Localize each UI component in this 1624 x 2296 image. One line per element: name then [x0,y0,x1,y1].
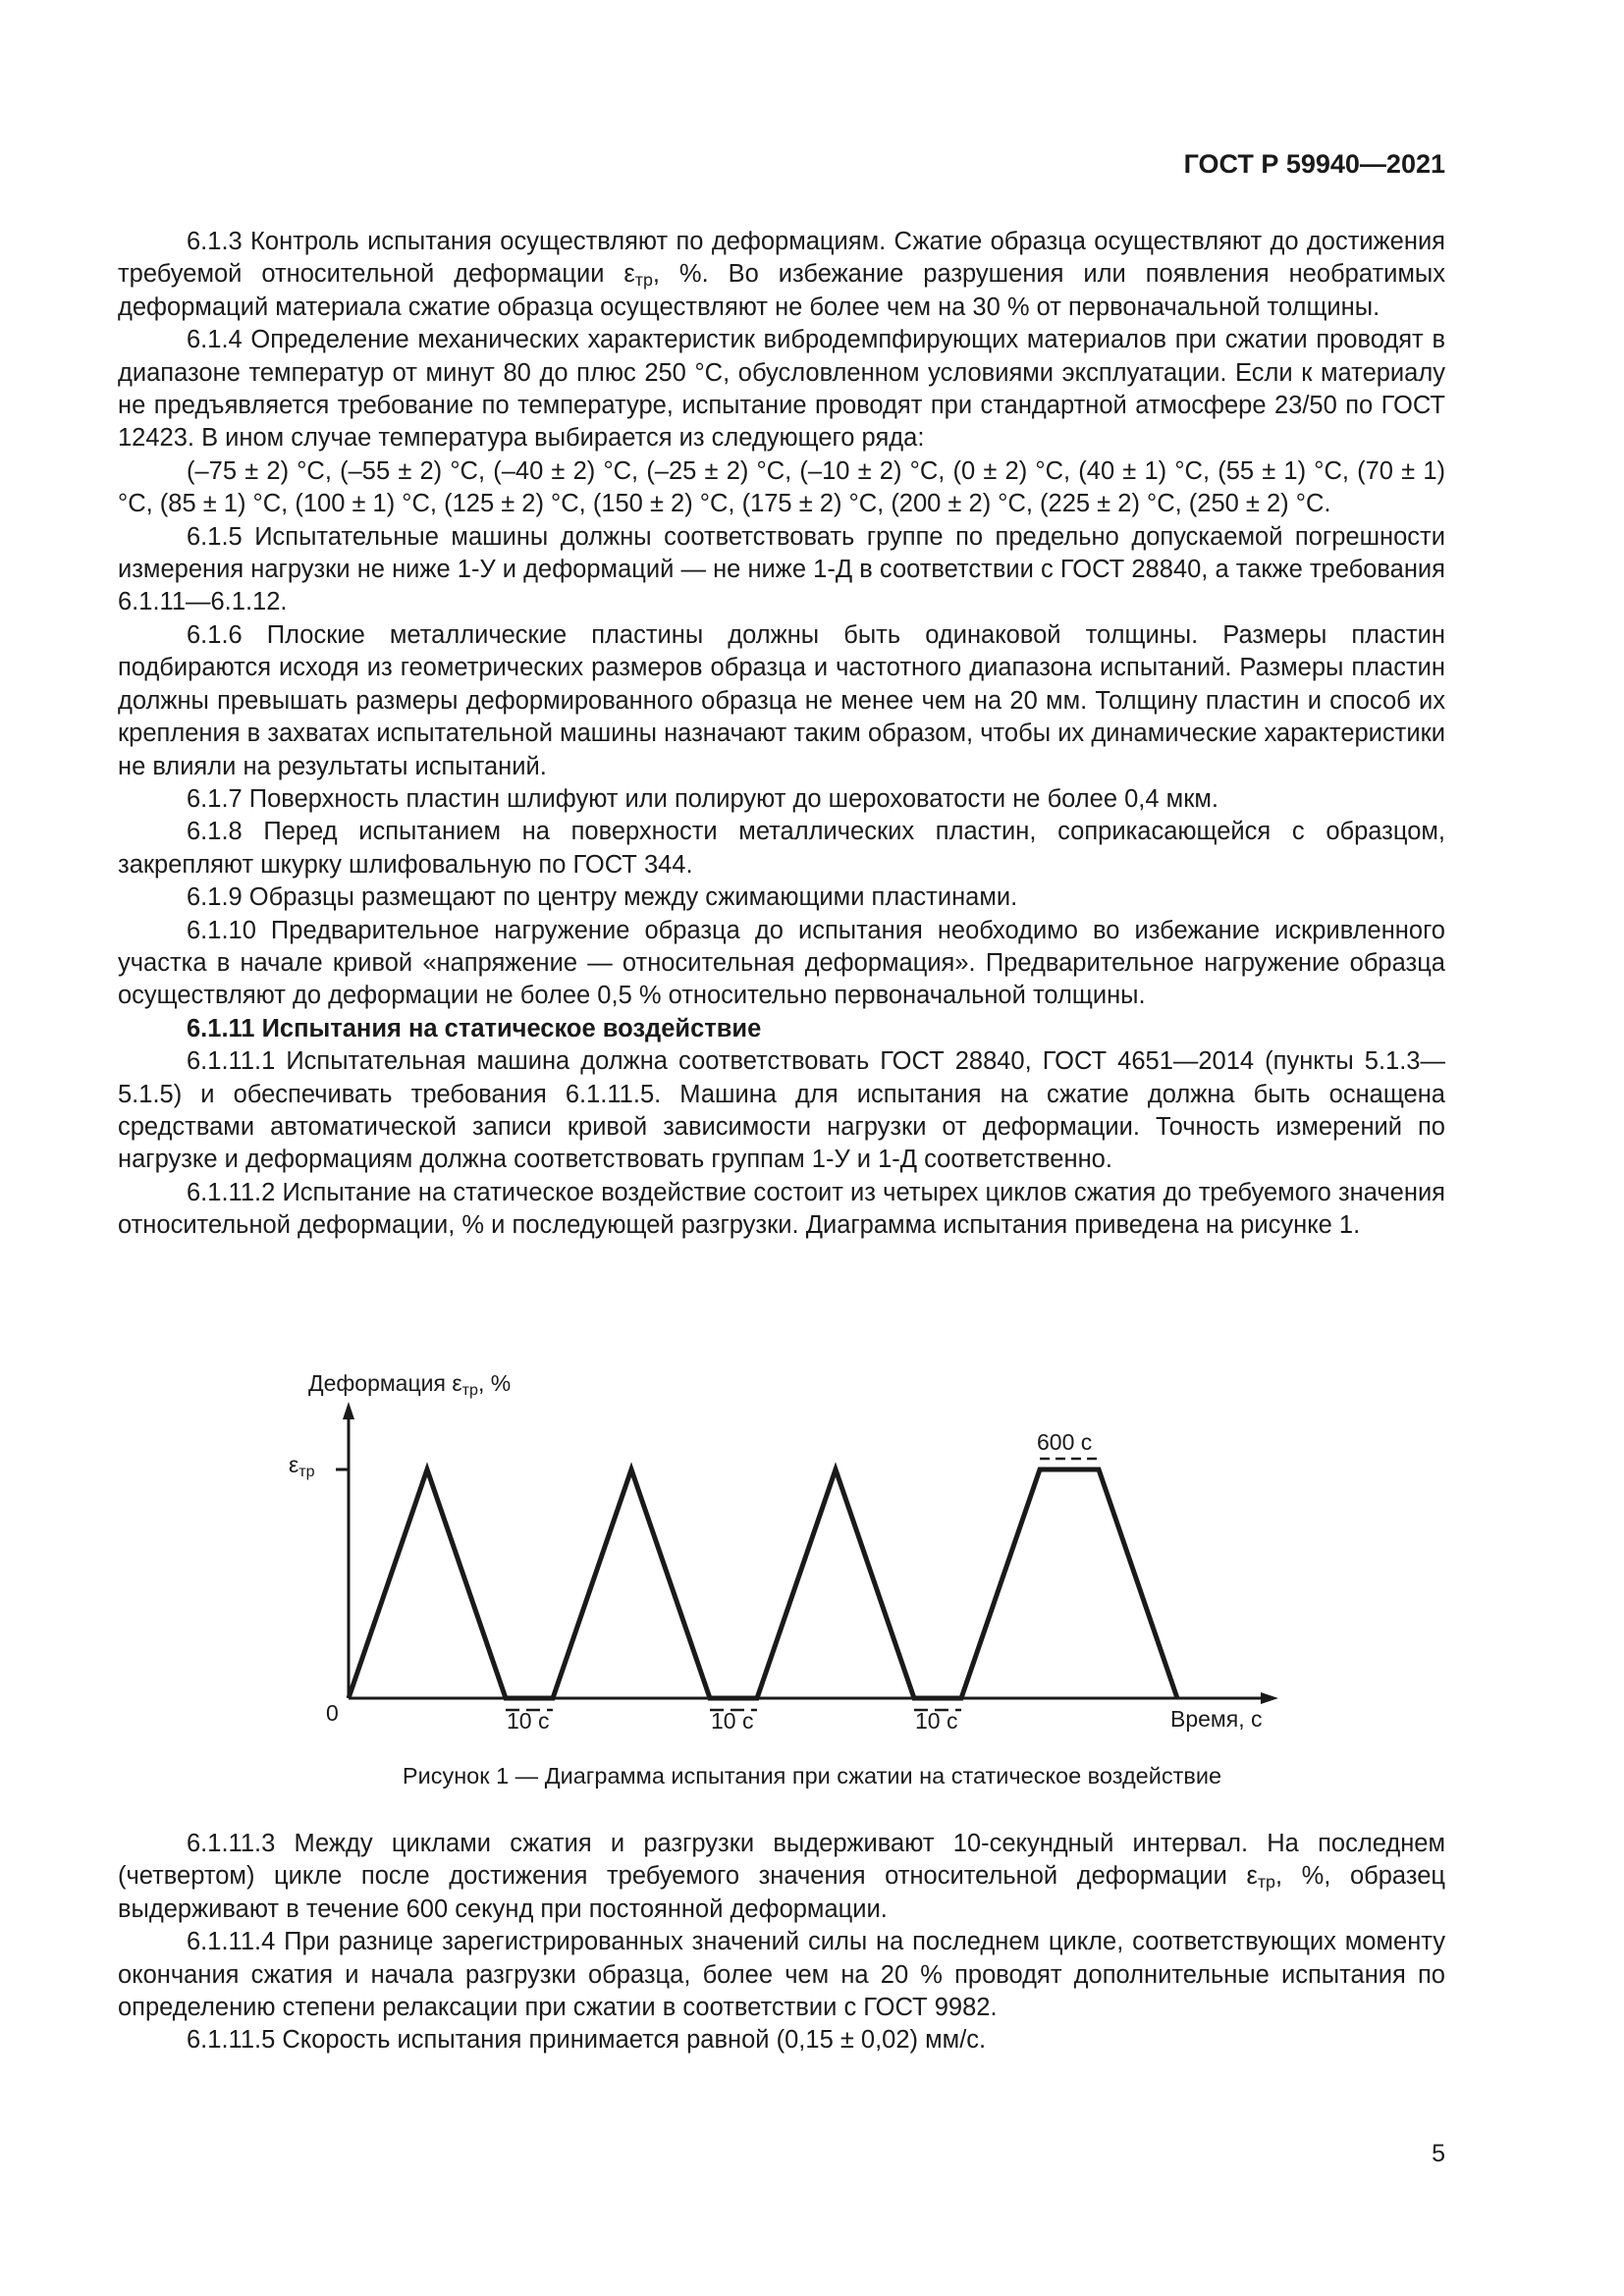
page-number: 5 [1432,2140,1445,2167]
standard-designation: ГОСТ Р 59940—2021 [1183,149,1445,179]
y-axis-label: Деформация $\varepsilon_{тр}$, % [308,1370,512,1399]
paragraph-6-1-8: 6.1.8 Перед испытанием на поверхности металлических пластин, соприкасающейся с образцом, закрепляют шкурку шлифовальную по ГОСТ 344. [118,818,1445,879]
paragraph-6-1-11-1: 6.1.11.1 Испытательная машина должна соответствовать ГОСТ 28840, ГОСТ 4651—2014 (пункты 5.1.3—5.1.5) и обеспечивать требования 6.1.11.5. Машина для испытания на сжатие должна быть оснащена средствами автоматической записи кривой зависимости нагрузки от деформации. Точность измерений по нагрузке и деформациям должна соответствовать группам 1-У и 1-Д соответственно. [118,1047,1445,1174]
pause-label-1: 10 с [507,1708,550,1734]
epsilon-symbol: ε [1246,1862,1258,1891]
section-heading-6-1-11: 6.1.11 Испытания на статическое воздействие [187,1014,762,1042]
pause-label-2: 10 с [711,1708,754,1734]
paragraph-6-1-3: 6.1.3 Контроль испытания осуществляют по деформациям. Сжатие образца осуществляют до достижения требуемой относительной деформации $\varepsilon_{тр}$, %. Во избежание разрушения или появления необратимых деформаций материала сжатие образца осуществляют не более чем на 30 % от первоначальной толщины. [118,228,1445,321]
paragraph-6-1-11-4: 6.1.11.4 При разнице зарегистрированных значений силы на последнем цикле, соответствующих моменту окончания сжатия и начала разгрузки образца, более чем на 20 % проводят дополнительные испытания по определению степени релаксации при сжатии в соответствии с ГОСТ 9982. [118,1928,1445,2022]
paragraph-6-1-7: 6.1.7 Поверхность пластин шлифуют или полируют до шероховатости не более 0,4 мкм. [187,784,1218,813]
hold-label: 600 с [1037,1429,1093,1455]
paragraph-6-1-9: 6.1.9 Образцы размещают по центру между сжимающими пластинами. [187,883,1018,912]
figure-1-test-diagram [275,1364,1316,1777]
paragraph-6-1-11-3: 6.1.11.3 Между циклами сжатия и разгрузки выдерживают 10-секундный интервал. На последнем (четвертом) цикле после достижения требуемого значения относительной деформации $\varepsilon_{тр}$, %, образец выдерживают в течение 600 секунд при постоянной деформации. [118,1830,1445,1923]
paragraph-6-1-6: 6.1.6 Плоские металлические пластины должны быть одинаковой толщины. Размеры пластин подбираются исходя из геометрических размеров образца и частотного диапазона испытаний. Размеры пластин должны превышать размеры деформированного образца не менее чем на 20 мм. Толщину пластин и способ их крепления в захватах испытательной машины назначают таким образом, чтобы их динамические характеристики не влияли на результаты испытаний. [118,620,1445,780]
paragraph-6-1-10: 6.1.10 Предварительное нагружение образца до испытания необходимо во избежание искривленного участка в начале кривой «напряжение — относительная деформация». Предварительное нагружение образца осуществляют до деформации не более 0,5 % относительно первоначальной толщины. [118,916,1445,1010]
document-body-top [118,226,1445,1243]
pause-label-3: 10 с [915,1708,958,1734]
paragraph-6-1-11-5: 6.1.11.5 Скорость испытания принимается равной (0,15 ± 0,02) мм/с. [187,2026,987,2055]
paragraph-6-1-4-temperatures: (–75 ± 2) °С, (–55 ± 2) °С, (–40 ± 2) °С, (–25 ± 2) °С, (–10 ± 2) °С, (0 ± 2) °С, (40 ± 1) °С, (55 ± 1) °С, (70 ± 1) °С, (85 ± 1) °С, (100 ± 1) °С, (125 ± 2) °С, (150 ± 2) °С, (175 ± 2) °С, (200 ± 2) °С, (225 ± 2) °С, (250 ± 2) °С. [118,456,1445,518]
paragraph-6-1-4: 6.1.4 Определение механических характеристик вибродемпфирующих материалов при сжатии проводят в диапазоне температур от минут 80 до плюс 250 °С, обусловленном условиями эксплуатации. Если к материалу не предъявляется требование по температуре, испытание проводят при стандартной атмосфере 23/50 по ГОСТ 12423. В ином случае температура выбирается из следующего ряда: [118,326,1445,453]
x-axis-arrow [1261,1692,1278,1704]
origin-label: 0 [326,1700,339,1726]
document-body-bottom [118,1828,1445,2057]
x-axis-label: Время, с [1170,1706,1263,1732]
figure-caption: Рисунок 1 — Диаграмма испытания при сжатии на статическое воздействие [402,1763,1222,1789]
epsilon-symbol: ε [623,260,635,289]
paragraph-6-1-11-2: 6.1.11.2 Испытание на статическое воздействие состоит из четырех циклов сжатия до требуемого значения относительной деформации, % и последующей разгрузки. Диаграмма испытания приведена на рисунке 1. [118,1178,1445,1240]
diagram-svg [275,1364,1316,1777]
y-axis-arrow [343,1402,354,1419]
strain-curve [349,1469,1177,1698]
paragraph-6-1-5: 6.1.5 Испытательные машины должны соответствовать группе по предельно допускаемой погрешности измерения нагрузки не ниже 1-У и деформаций — не ниже 1-Д в соответствии с ГОСТ 28840, а также требования 6.1.11—6.1.12. [118,522,1445,616]
y-tick-label: $\varepsilon_{тр}$ [289,1452,315,1480]
